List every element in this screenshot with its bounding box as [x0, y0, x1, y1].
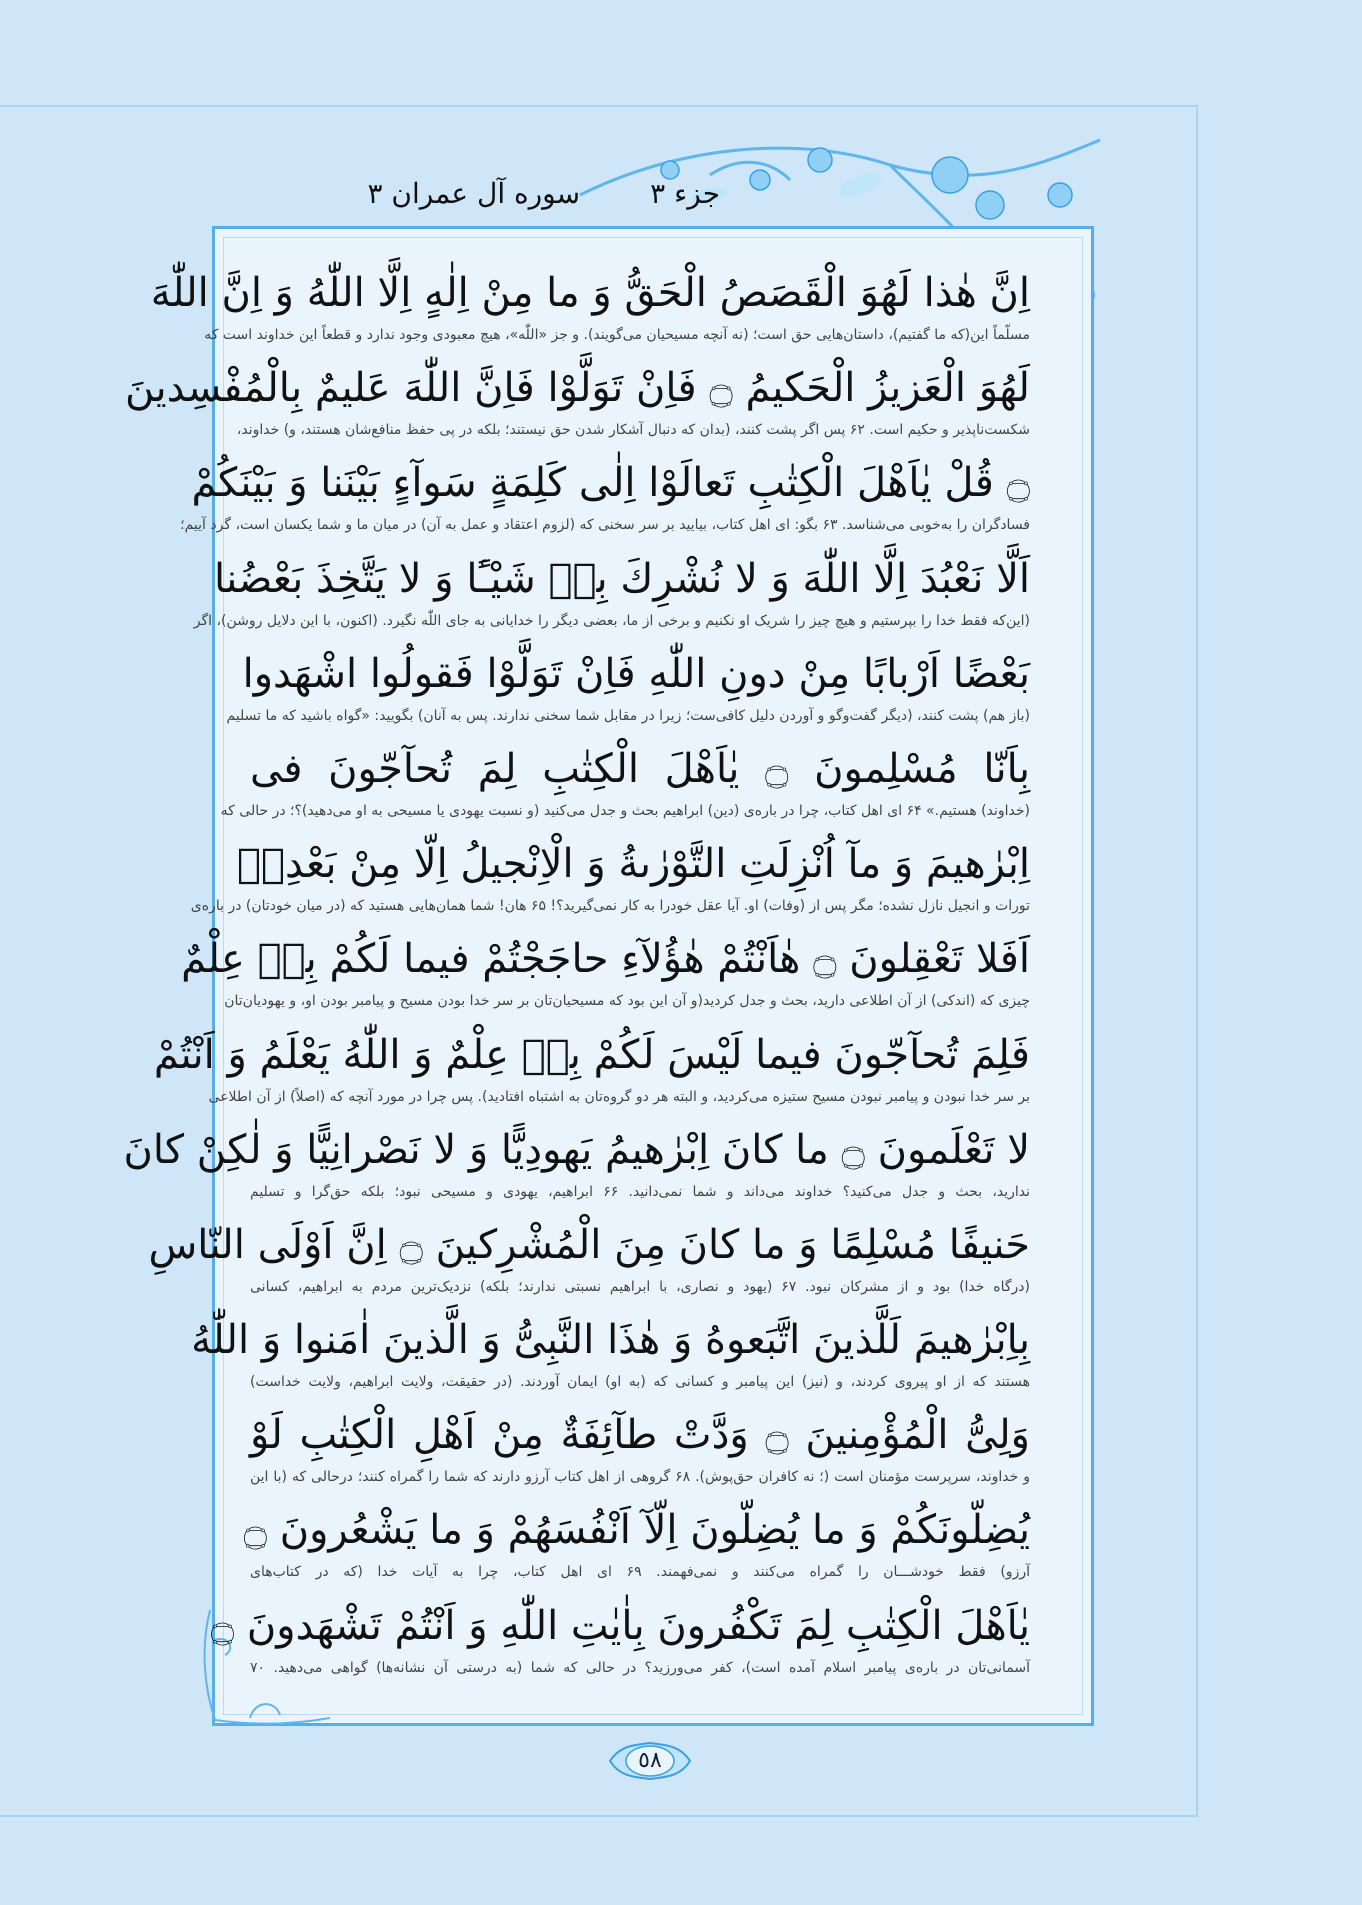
- translation-line: (باز هم) پشت کنند، (دیگر گفت‌وگو و آوردن دلیل کافی‌ست؛ زیرا در مقابل شما سخنی ندارند. پس به آنان) بگویید: «گواه باشید که ما تسلیم: [226, 707, 1030, 724]
- arabic-line: ۝ قُلْ يٰاَهْلَ الْكِتٰبِ تَعالَوْا اِلٰى كَلِمَةٍ سَوآءٍ بَيْنَنا وَ بَيْنَكُمْ: [191, 460, 1030, 507]
- quran-page-body: [123, 262, 1031, 1690]
- verse-line: [191, 1309, 1030, 1404]
- translation-line: بر سر خدا نبودن و پیامبر نبودن مسیح ستیزه می‌کردید، و البته هر دو گروه‌تان به اشتباه افتادید). پس چرا در مورد آنچه که (اصلاً) از آن اطلاعی: [208, 1088, 1030, 1105]
- translation-line: و خداوند، سرپرست مؤمنان است (؛ نه کافران حق‌پوش). ۶۸ گروهی از اهل کتاب آرزو دارند که شما را گمراه کنند؛ درحالی که (با این: [250, 1469, 1030, 1486]
- translation-line: فسادگران را به‌خوبی می‌شناسد. ۶۳ بگو: ای اهل کتاب، بیایید بر سر سخنی که (لزوم اعتقاد و عمل به آن) در میان ما و شما یکسان است، گرد آییم؛: [180, 517, 1030, 534]
- verse-line: [153, 1024, 1030, 1119]
- page-number: ٥٨: [638, 1748, 662, 1773]
- translation-line: آرزو) فقط خودشـــان را گمراه می‌کنند و نمی‌فهمند. ۶۹ ای اهل کتاب، چرا به آیات خدا (که در کتاب‌های: [250, 1564, 1030, 1581]
- arabic-line: بِاِبْرٰهيمَ لَلَّذينَ اتَّبَعوهُ وَ هٰذَا النَّبِىُّ وَ الَّذينَ اٰمَنوا وَ اللّٰهُ: [191, 1317, 1030, 1364]
- translation-line: (خداوند) هستیم.» ۶۴ ای اهل کتاب، چرا در باره‌ی (دین) ابراهیم بحث و جدل می‌کنید (و نسبت یهودی یا مسیحی به او می‌دهید)؟؛ در حالی که: [220, 802, 1030, 819]
- translation-line: شکست‌ناپذیر و حکیم است. ۶۲ پس اگر پشت کنند، (بدان که دنبال آشکار شدن حق نیستند؛ بلکه در پی حفظ منافع‌شان هستند، و) خداوند،: [236, 422, 1030, 439]
- arabic-line: بِاَنّا مُسْلِمونَ ۝ يٰاَهْلَ الْكِتٰبِ لِمَ تُحآجّونَ فى: [250, 745, 1030, 792]
- page-number-badge: [605, 1740, 695, 1782]
- arabic-line: حَنيفًا مُسْلِمًا وَ ما كانَ مِنَ الْمُشْرِكينَ ۝ اِنَّ اَوْلَى النّاسِ: [148, 1221, 1030, 1268]
- translation-line: (این‌که فقط خدا را بپرستیم و هیچ چیز را شریک او نکنیم و برخی از ما، بعضی دیگر را خدایانی به جای اللّٰه نگیرد. (اکنون، با این دلایل روشن)، اگر: [193, 612, 1030, 629]
- arabic-line: اِبْرٰهيمَ وَ مآ اُنْزِلَتِ التَّوْرٰىةُ وَ الْاِنْجيلُ اِلّا مِنْ بَعْدِهٖ: [237, 841, 1030, 888]
- verse-line: [243, 1499, 1030, 1594]
- translation-line: آسمانی‌تان در باره‌ی پیامبر اسلام آمده است)، کفر می‌ورزید؟ در حالی که شما (به درستی آن نشانه‌ها) گواهی می‌دهید. ۷۰: [250, 1659, 1030, 1676]
- verse-line: [226, 643, 1030, 738]
- translation-line: مسلّماً این(که ما گفتیم)، داستان‌هایی حق است؛ (نه آنچه مسیحیان می‌گویند). و جز «اللّٰه»، هیچ معبودی وجود ندارد و قطعاً این خداوند است که: [204, 327, 1030, 343]
- arabic-line: اَفَلا تَعْقِلونَ ۝ هٰاَنْتُمْ هٰؤُلآءِ حاجَجْتُمْ فيما لَكُمْ بِهٖ عِلْمٌ: [181, 936, 1030, 983]
- verse-line: [150, 262, 1030, 357]
- verse-line: [125, 357, 1030, 452]
- arabic-line: فَلِمَ تُحآجّونَ فيما لَيْسَ لَكُمْ بِهٖ عِلْمٌ وَ اللّٰهُ يَعْلَمُ وَ اَنْتُمْ: [153, 1031, 1030, 1078]
- translation-line: (درگاه خدا) بود و از مشرکان نبود. ۶۷ (یهود و نصاری، با ابراهیم نسبتی ندارند؛ بلکه) نزدیک‌ترین مردم به ابراهیم، کسانی: [250, 1278, 1031, 1295]
- arabic-line: اِنَّ هٰذا لَهُوَ الْقَصَصُ الْحَقُّ وَ ما مِنْ اِلٰهٍ اِلَّا اللّٰهُ وَ اِنَّ اللّٰهَ: [150, 270, 1030, 316]
- surah-label: سوره آل عمران ۳: [367, 176, 581, 210]
- verse-line: [193, 548, 1030, 643]
- arabic-line: يٰاَهْلَ الْكِتٰبِ لِمَ تَكْفُرونَ بِاٰيٰتِ اللّٰهِ وَ اَنْتُمْ تَشْهَدونَ ۝: [210, 1602, 1030, 1649]
- page-header: [360, 168, 720, 218]
- arabic-line: لَهُوَ الْعَزيزُ الْحَكيمُ ۝ فَاِنْ تَوَلَّوْا فَاِنَّ اللّٰهَ عَليمٌ بِالْمُفْسِدينَ: [125, 365, 1030, 412]
- juz-label: جزء ۳: [650, 176, 720, 210]
- arabic-line: يُضِلّونَكُمْ وَ ما يُضِلّونَ اِلّآ اَنْفُسَهُمْ وَ ما يَشْعُرونَ ۝: [243, 1507, 1030, 1554]
- translation-line: ندارید، بحث و جدل می‌کنید؟ خداوند می‌داند و شما نمی‌دانید. ۶۶ ابراهیم، یهودی و مسیحی نبود؛ بلکه حق‌گرا و تسلیم: [250, 1183, 1031, 1200]
- verse-line: [190, 833, 1030, 928]
- verse-line: [148, 1214, 1031, 1309]
- arabic-line: وَلِىُّ الْمُؤْمِنينَ ۝ وَدَّتْ طآئِفَةٌ مِنْ اَهْلِ الْكِتٰبِ لَوْ: [250, 1412, 1030, 1459]
- translation-line: هستند که از او پیروی کردند، و (نیز) این پیامبر و کسانی که (به او) ایمان آوردند. (در حقیقت، ولایت ابراهیم، ولایت خداست): [250, 1374, 1030, 1391]
- arabic-line: لا تَعْلَمونَ ۝ ما كانَ اِبْرٰهيمُ يَهودِيًّا وَ لا نَصْرانِيًّا وَ لٰكِنْ كانَ: [123, 1126, 1030, 1173]
- arabic-line: اَلَّا نَعْبُدَ اِلَّا اللّٰهَ وَ لا نُشْرِكَ بِهٖ شَيْـًٔا وَ لا يَتَّخِذَ بَعْضُنا: [213, 555, 1030, 602]
- verse-line: [180, 452, 1030, 547]
- arabic-line: بَعْضًا اَرْبابًا مِنْ دونِ اللّٰهِ فَاِنْ تَوَلَّوْا فَقولُوا اشْهَدوا: [242, 650, 1030, 697]
- translation-line: تورات و انجیل نازل نشده؛ مگر پس از (وفات) او. آیا عقل خودرا به کار نمی‌گیرید؟! ۶۵ هان! شما همان‌هایی هستید که (در میان خودتان) در باره‌ی: [190, 898, 1030, 915]
- verse-line: [181, 928, 1030, 1023]
- translation-line: چیزی که (اندکی) از آن اطلاعی دارید، بحث و جدل کردید(و آن این بود که مسیحیان‌تان بر سر خدا بودن مسیح و پیامبر بودن او، و یهودیان‌تان: [224, 993, 1030, 1010]
- verse-line: [123, 1119, 1031, 1214]
- verse-line: [210, 1595, 1030, 1690]
- verse-line: [250, 1404, 1030, 1499]
- verse-line: [220, 738, 1030, 833]
